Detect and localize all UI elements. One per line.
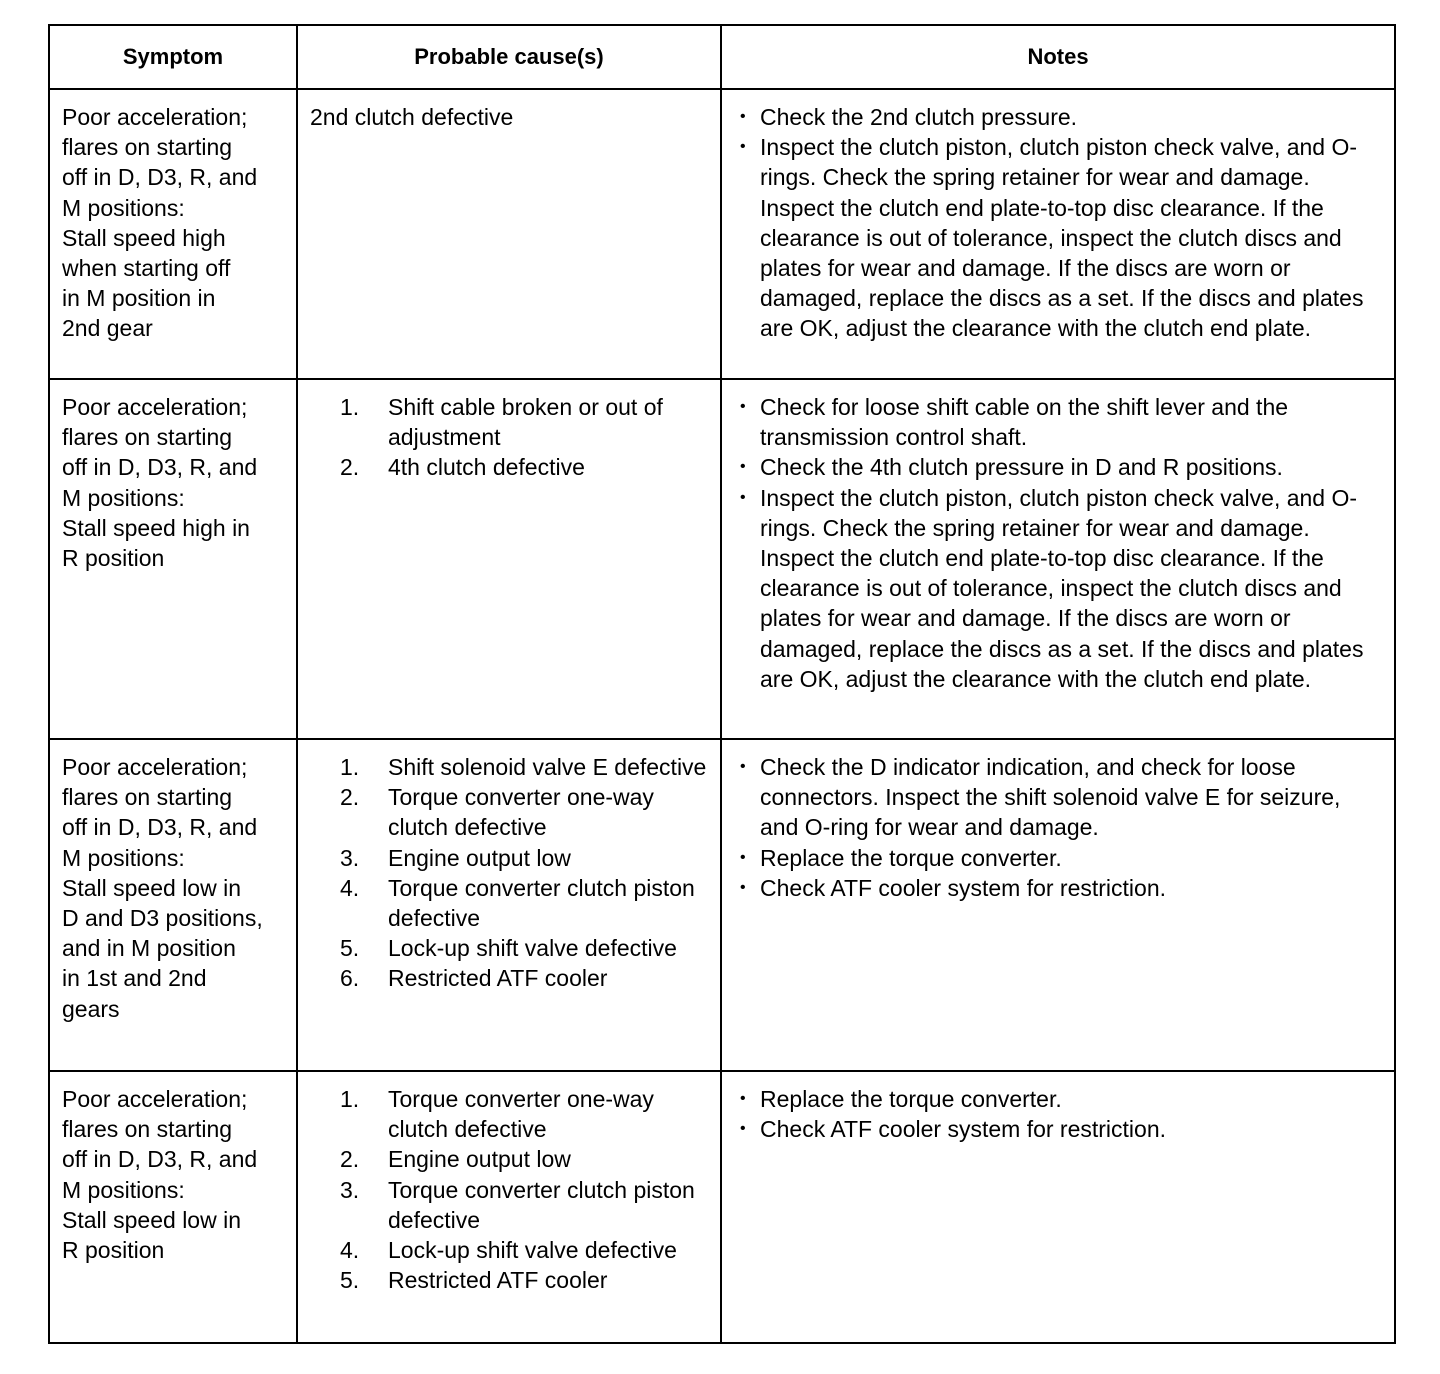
note-item: • Replace the torque converter.: [734, 843, 1384, 873]
troubleshooting-table: [48, 24, 1396, 1344]
symptom-text: Poor acceleration; flares on starting off in D, D3, R, and M positions: Stall speed low in D and D3 positions, and in M position in 1st and 2nd gears: [62, 754, 263, 1022]
symptom-cell: [49, 739, 297, 1071]
cause-item: 2. Engine output low: [340, 1146, 571, 1173]
cause-item: 2. 4th clutch defective: [340, 454, 585, 481]
bullet-icon: •: [740, 488, 746, 506]
note-list: [734, 752, 1384, 903]
symptom-text: Poor acceleration; flares on starting off in D, D3, R, and M positions: Stall speed high in R position: [62, 394, 258, 572]
note-list: [734, 102, 1384, 344]
cause-cell: [297, 739, 721, 1071]
note-item: • Check the 2nd clutch pressure.: [734, 102, 1384, 132]
cause-cell: [297, 1071, 721, 1343]
cause-item: 3. Torque converter clutch piston defective: [340, 1176, 695, 1233]
symptom-cell: [49, 379, 297, 739]
notes-cell: [721, 89, 1395, 379]
cause-column-header: Probable cause(s): [297, 25, 721, 89]
notes-cell: [721, 739, 1395, 1071]
notes-cell: [721, 1071, 1395, 1343]
bullet-icon: •: [740, 398, 746, 415]
bullet-icon: •: [740, 1120, 746, 1138]
bullet-icon: •: [740, 758, 746, 775]
symptom-cell: [49, 89, 297, 379]
cause-item: 2. Torque converter one-way clutch defective: [340, 784, 654, 841]
bullet-icon: •: [740, 1090, 746, 1107]
cause-item: 1. Torque converter one-way clutch defective: [340, 1086, 654, 1143]
note-list: [734, 392, 1384, 694]
symptom-text: Poor acceleration; flares on starting off in D, D3, R, and M positions: Stall speed high when starting off in M position in 2nd gear: [62, 104, 258, 342]
cause-item: 5. Lock-up shift valve defective: [340, 935, 677, 962]
troubleshooting-page: [48, 24, 1394, 1344]
cause-item: 5. Restricted ATF cooler: [340, 1267, 608, 1294]
cause-item: 4. Lock-up shift valve defective: [340, 1237, 677, 1264]
table-row: [49, 739, 1395, 1071]
cause-item: 1. Shift cable broken or out of adjustment: [340, 394, 663, 451]
note-item: • Inspect the clutch piston, clutch piston check valve, and O-rings. Check the spring retainer for wear and damage. Inspect the clutch end plate-to-top disc clearance. If the clearance is out of tolerance, inspect the clutch discs and plates for wear and damage. If the discs are worn or damaged, replace the discs as a set. If the discs and plates are OK, adjust the clearance with the clutch end plate.: [740, 484, 1364, 692]
symptom-column-header: Symptom: [49, 25, 297, 89]
note-item: • Inspect the clutch piston, clutch piston check valve, and O-rings. Check the spring retainer for wear and damage. Inspect the clutch end plate-to-top disc clearance. If the clearance is out of tolerance, inspect the clutch discs and plates for wear and damage. If the discs are worn or damaged, replace the discs as a set. If the discs and plates are OK, adjust the clearance with the clutch end plate.: [740, 134, 1364, 342]
cause-cell: [297, 89, 721, 379]
cause-item: 4. Torque converter clutch piston defective: [340, 874, 695, 932]
cause-cell: [297, 379, 721, 739]
symptom-text: Poor acceleration; flares on starting off in D, D3, R, and M positions: Stall speed low in R position: [62, 1086, 258, 1264]
note-item: • Check ATF cooler system for restriction.: [734, 873, 1384, 903]
note-item: • Check the 4th clutch pressure in D and R positions.: [734, 452, 1384, 482]
cause-list: [310, 1084, 710, 1295]
bullet-icon: •: [740, 848, 746, 866]
cause-item: 1. Shift solenoid valve E defective: [340, 754, 707, 780]
bullet-icon: •: [740, 138, 746, 156]
note-item: • Check the D indicator indication, and check for loose connectors. Inspect the shift solenoid valve E for seizure, and O-ring for wear and damage.: [740, 754, 1341, 841]
table-row: [49, 1071, 1395, 1343]
note-item: • Check ATF cooler system for restriction.: [734, 1114, 1384, 1144]
note-list: [734, 1084, 1384, 1144]
cause-item: 3. Engine output low: [340, 844, 571, 871]
cause-text: 2nd clutch defective: [310, 104, 514, 130]
bullet-icon: •: [740, 458, 746, 476]
table-row: [49, 379, 1395, 739]
symptom-cell: [49, 1071, 297, 1343]
table-row: [49, 89, 1395, 379]
cause-list: [310, 392, 710, 483]
note-item: • Replace the torque converter.: [734, 1084, 1384, 1114]
notes-column-header: Notes: [721, 25, 1395, 89]
bullet-icon: •: [740, 878, 746, 896]
cause-item: 6. Restricted ATF cooler: [340, 965, 608, 992]
bullet-icon: •: [740, 108, 746, 125]
notes-cell: [721, 379, 1395, 739]
table-header-row: [49, 25, 1395, 89]
cause-list: [310, 752, 710, 994]
note-item: • Check for loose shift cable on the shift lever and the transmission control shaft.: [740, 394, 1289, 451]
